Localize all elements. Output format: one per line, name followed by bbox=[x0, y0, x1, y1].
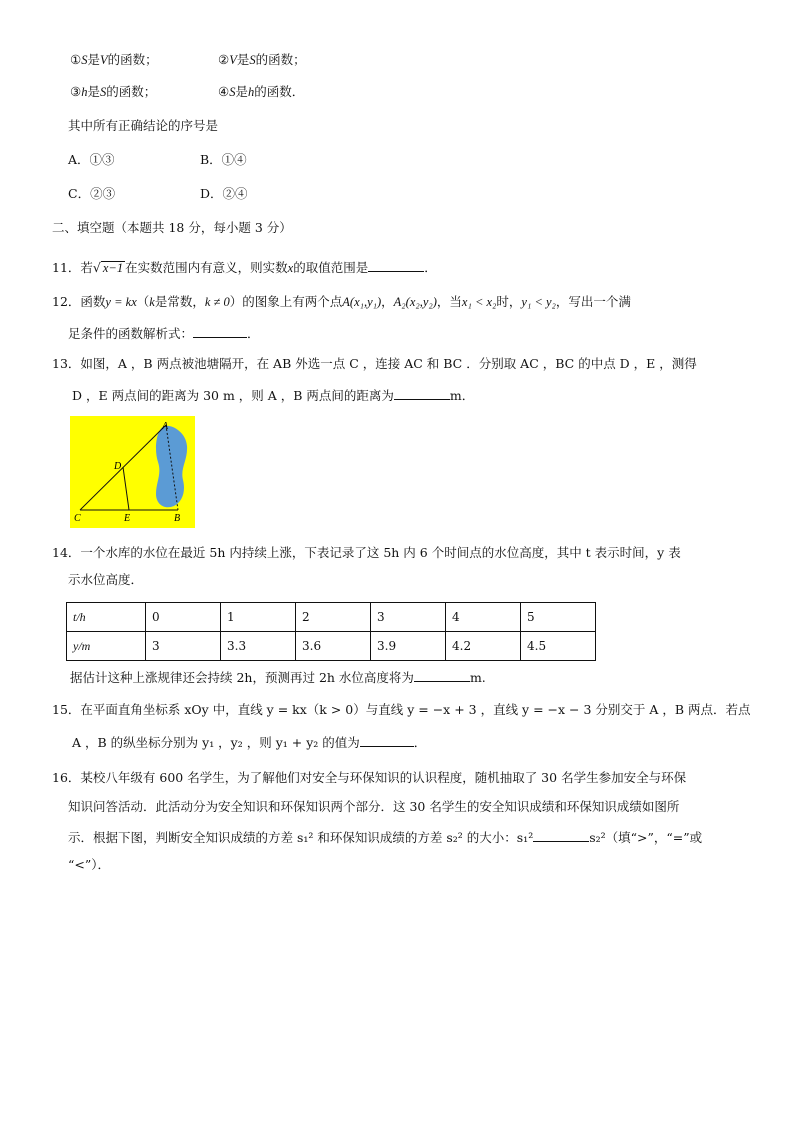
table-cell: 4 bbox=[446, 603, 521, 632]
table-cell: 3.9 bbox=[371, 632, 446, 661]
question-13-line-1: 13．如图，A ，B 两点被池塘隔开，在 AB 外选一点 C ，连接 AC 和 BC ．分别取 AC ，BC 的中点 D ，E ，测得 bbox=[52, 356, 697, 371]
answer-blank-15 bbox=[360, 733, 414, 747]
table-cell: y/m bbox=[67, 632, 146, 661]
question-14-line-1: 14．一个水库的水位在最近 5h 内持续上涨，下表记录了这 5h 内 6 个时间点的水位高度，其中 t 表示时间，y 表 bbox=[52, 545, 681, 560]
question-12-line-2: 足条件的函数解析式： ． bbox=[68, 326, 260, 341]
table-cell: t/h bbox=[67, 603, 146, 632]
table-cell: 0 bbox=[146, 603, 221, 632]
table-cell: 3 bbox=[146, 632, 221, 661]
answer-blank-16 bbox=[533, 828, 589, 842]
question-15-line-1: 15．在平面直角坐标系 xOy 中，直线 y = kx（k > 0）与直线 y = −x + 3 ，直线 y = −x − 3 分别交于 A ，B 两点．若点 bbox=[52, 702, 751, 717]
table-cell: 1 bbox=[221, 603, 296, 632]
q10-option-1: ①S是V的函数； bbox=[70, 52, 158, 67]
answer-blank-14 bbox=[414, 668, 470, 682]
question-16-line-3: 示．根据下图，判断安全知识成绩的方差 s₁² 和环保知识成绩的方差 s₂² 的大小：s₁² s₂²（填“>”，“=”或 bbox=[68, 830, 703, 845]
question-14-after: 据估计这种上涨规律还会持续 2h，预测再过 2h 水位高度将为 m. bbox=[70, 670, 486, 685]
question-11: 11．若√ x−1 在实数范围内有意义，则实数x的取值范围是 ． bbox=[52, 260, 437, 275]
answer-blank-13 bbox=[394, 386, 450, 400]
label-b: B bbox=[174, 513, 181, 524]
question-15-line-2: A ，B 的纵坐标分别为 y₁ ，y₂ ，则 y₁ + y₂ 的值为 ． bbox=[72, 735, 427, 750]
pond-triangle-figure bbox=[70, 416, 195, 528]
table-cell: 3.6 bbox=[296, 632, 371, 661]
q10-choice-a: A．①③ bbox=[68, 152, 115, 167]
water-level-table bbox=[66, 602, 596, 661]
question-16-line-4: “<”）． bbox=[68, 857, 111, 872]
section-heading: 二、填空题（本题共 18 分，每小题 3 分） bbox=[52, 220, 292, 235]
radicand: x−1 bbox=[102, 261, 124, 275]
q10-choice-d: D．②④ bbox=[200, 186, 248, 201]
table-cell: 5 bbox=[521, 603, 596, 632]
q10-option-3: ③h是S的函数； bbox=[70, 84, 157, 99]
label-d: D bbox=[114, 461, 122, 472]
label-e: E bbox=[124, 513, 131, 524]
q10-option-2: ②V是S的函数； bbox=[218, 52, 306, 67]
table-cell: 4.5 bbox=[521, 632, 596, 661]
table-cell: 2 bbox=[296, 603, 371, 632]
q10-choice-b: B．①④ bbox=[200, 152, 247, 167]
q10-option-4: ④S是h的函数． bbox=[218, 84, 305, 99]
table-row bbox=[67, 632, 596, 661]
question-16-line-1: 16．某校八年级有 600 名学生，为了解他们对安全与环保知识的认识程度，随机抽取了 30 名学生参加安全与环保 bbox=[52, 770, 687, 785]
question-16-line-2: 知识问答活动．此活动分为安全知识和环保知识两个部分．这 30 名学生的安全知识成绩和环保知识成绩如图所 bbox=[68, 799, 680, 814]
table-cell: 4.2 bbox=[446, 632, 521, 661]
label-c: C bbox=[74, 513, 81, 524]
answer-blank-12 bbox=[193, 324, 247, 338]
table-row bbox=[67, 603, 596, 632]
question-14-line-2: 示水位高度． bbox=[68, 572, 144, 587]
answer-blank-11 bbox=[368, 258, 424, 272]
question-13-line-2: D ，E 两点间的距离为 30 m ，则 A ，B 两点间的距离为 m． bbox=[72, 388, 475, 403]
q10-choice-c: C．②③ bbox=[68, 186, 116, 201]
table-cell: 3.3 bbox=[221, 632, 296, 661]
q10-question: 其中所有正确结论的序号是 bbox=[68, 118, 219, 133]
label-a: A bbox=[162, 421, 169, 432]
table-cell: 3 bbox=[371, 603, 446, 632]
question-12-line-1: 12．函数y = kx（k是常数，k ≠ 0）的图象上有两个点A(x₁,y₁)，A₂(x₂,y₂)，当x₁ < x₂时，y₁ < y₂，写出一个满 bbox=[52, 294, 631, 309]
